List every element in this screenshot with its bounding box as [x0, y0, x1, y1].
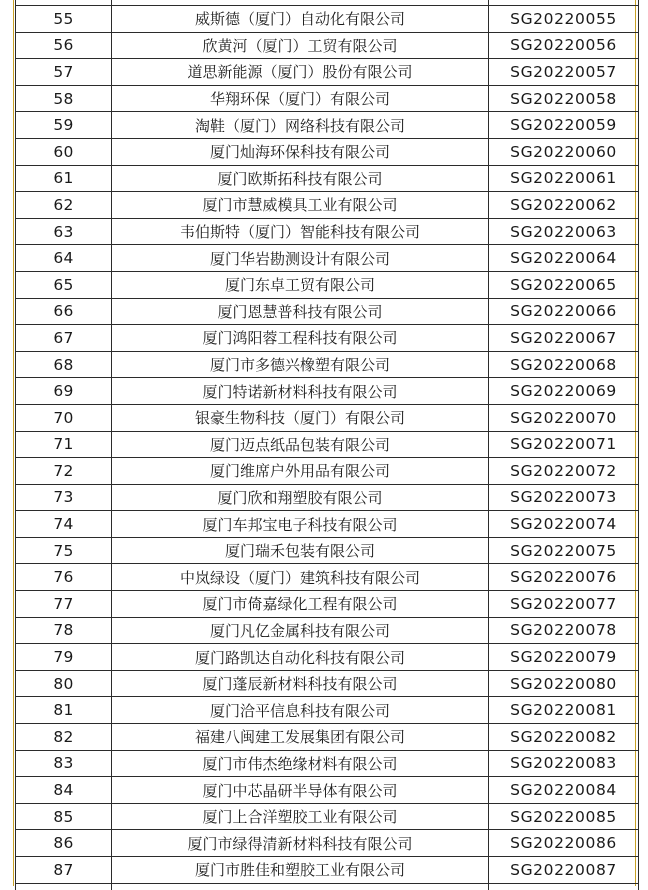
certificate-code-cell: SG20220056	[489, 32, 639, 59]
table-row	[16, 298, 639, 325]
certificate-code-cell: SG20220061	[489, 165, 639, 192]
certificate-code-cell: SG20220080	[489, 670, 639, 697]
company-name-cell: 银豪生物科技（厦门）有限公司	[112, 404, 489, 431]
row-number-cell: 83	[16, 750, 112, 777]
certificate-code-cell: SG20220069	[489, 378, 639, 405]
certificate-code-cell: SG20220065	[489, 271, 639, 298]
table-row	[16, 112, 639, 139]
table-row	[16, 750, 639, 777]
table-row	[16, 591, 639, 618]
row-number-cell: 76	[16, 564, 112, 591]
company-name-cell: 中岚绿设（厦门）建筑科技有限公司	[112, 564, 489, 591]
certificate-code-cell: SG20220058	[489, 85, 639, 112]
company-name-cell: 道思新能源（厦门）股份有限公司	[112, 59, 489, 86]
company-list-body	[16, 0, 639, 890]
certificate-code-cell: SG20220082	[489, 724, 639, 751]
certificate-code-cell: SG20220066	[489, 298, 639, 325]
row-number-cell: 87	[16, 857, 112, 884]
row-number-cell: 78	[16, 617, 112, 644]
table-row	[16, 431, 639, 458]
row-number-cell: 63	[16, 218, 112, 245]
row-number-cell: 75	[16, 537, 112, 564]
company-name-cell: 厦门欧斯拓科技有限公司	[112, 165, 489, 192]
company-name-cell: 厦门市倚嘉绿化工程有限公司	[112, 591, 489, 618]
row-number-cell: 84	[16, 777, 112, 804]
certificate-code-cell: SG20220083	[489, 750, 639, 777]
certificate-code-cell: SG20220070	[489, 404, 639, 431]
row-number-cell: 66	[16, 298, 112, 325]
row-number-cell: 69	[16, 378, 112, 405]
table-row	[16, 484, 639, 511]
table-row	[16, 192, 639, 219]
row-number-cell: 86	[16, 830, 112, 857]
company-name-cell: 厦门鸿阳蓉工程科技有限公司	[112, 325, 489, 352]
table-row	[16, 59, 639, 86]
row-number-cell: 56	[16, 32, 112, 59]
company-name-cell: 厦门上合洋塑胶工业有限公司	[112, 803, 489, 830]
certificate-code-cell: SG20220075	[489, 537, 639, 564]
company-name-cell: 厦门华岩勘测设计有限公司	[112, 245, 489, 272]
table-row	[16, 32, 639, 59]
company-name-cell: 厦门维席户外用品有限公司	[112, 458, 489, 485]
certificate-code-cell: SG20220062	[489, 192, 639, 219]
table-row	[16, 6, 639, 33]
company-list-table	[15, 0, 639, 890]
row-number-cell: 67	[16, 325, 112, 352]
company-name-cell: 厦门东卓工贸有限公司	[112, 271, 489, 298]
company-name-cell: 韦伯斯特（厦门）智能科技有限公司	[112, 218, 489, 245]
table-row	[16, 644, 639, 671]
certificate-code-cell: SG20220086	[489, 830, 639, 857]
row-number-cell: 73	[16, 484, 112, 511]
certificate-code-cell: SG20220074	[489, 511, 639, 538]
company-name-cell: 厦门瑞禾包装有限公司	[112, 537, 489, 564]
table-row	[16, 218, 639, 245]
table-row	[16, 404, 639, 431]
certificate-code-cell: SG20220057	[489, 59, 639, 86]
certificate-code-cell: SG20220077	[489, 591, 639, 618]
company-name-cell: 厦门市绿得清新材料科技有限公司	[112, 830, 489, 857]
row-number-cell: 55	[16, 6, 112, 33]
table-row	[16, 138, 639, 165]
table-row	[16, 537, 639, 564]
row-number-cell: 72	[16, 458, 112, 485]
company-name-cell: 淘鞋（厦门）网络科技有限公司	[112, 112, 489, 139]
company-name-cell: 厦门市慧威模具工业有限公司	[112, 192, 489, 219]
row-number-cell: 77	[16, 591, 112, 618]
certificate-code-cell: SG20220079	[489, 644, 639, 671]
table-row	[16, 511, 639, 538]
certificate-code-cell: SG20220063	[489, 218, 639, 245]
company-name-cell: 欣黄河（厦门）工贸有限公司	[112, 32, 489, 59]
row-number-cell: 80	[16, 670, 112, 697]
table-row	[16, 165, 639, 192]
row-number-cell: 62	[16, 192, 112, 219]
certificate-code-cell: SG20220081	[489, 697, 639, 724]
certificate-code-cell: SG20220084	[489, 777, 639, 804]
table-row	[16, 830, 639, 857]
certificate-code-cell: SG20220076	[489, 564, 639, 591]
row-number-cell: 70	[16, 404, 112, 431]
certificate-code-cell: SG20220060	[489, 138, 639, 165]
table-row	[16, 325, 639, 352]
certificate-code-cell: SG20220064	[489, 245, 639, 272]
certificate-code-cell: SG20220087	[489, 857, 639, 884]
company-name-cell: 厦门市胜佳和塑胶工业有限公司	[112, 857, 489, 884]
row-number-cell: 71	[16, 431, 112, 458]
company-name-cell: 厦门欣和翔塑胶有限公司	[112, 484, 489, 511]
table-row	[16, 857, 639, 884]
certificate-code-cell: SG20220078	[489, 617, 639, 644]
table-row-partial-bottom	[16, 883, 639, 890]
company-name-cell: 厦门特诺新材料科技有限公司	[112, 378, 489, 405]
table-row	[16, 351, 639, 378]
company-name-cell: 厦门车邦宝电子科技有限公司	[112, 511, 489, 538]
row-number-cell: 61	[16, 165, 112, 192]
certificate-code-cell: SG20220072	[489, 458, 639, 485]
company-name-cell: 厦门市多德兴橡塑有限公司	[112, 351, 489, 378]
table-row	[16, 85, 639, 112]
company-name-cell: 福建八闽建工发展集团有限公司	[112, 724, 489, 751]
row-number-cell: 81	[16, 697, 112, 724]
certificate-code-cell: SG20220073	[489, 484, 639, 511]
row-number-cell: 65	[16, 271, 112, 298]
table-row	[16, 803, 639, 830]
certificate-code-cell: SG20220068	[489, 351, 639, 378]
company-name-cell: 华翔环保（厦门）有限公司	[112, 85, 489, 112]
table-row	[16, 458, 639, 485]
table-row	[16, 670, 639, 697]
row-number-cell: 57	[16, 59, 112, 86]
certificate-code-cell: SG20220059	[489, 112, 639, 139]
table-row	[16, 724, 639, 751]
row-number-cell: 68	[16, 351, 112, 378]
certificate-code-cell: SG20220055	[489, 6, 639, 33]
company-name-cell: 厦门灿海环保科技有限公司	[112, 138, 489, 165]
row-number-cell: 74	[16, 511, 112, 538]
table-row	[16, 564, 639, 591]
table-row	[16, 617, 639, 644]
company-name-cell: 厦门洽平信息科技有限公司	[112, 697, 489, 724]
row-number-cell: 59	[16, 112, 112, 139]
table-row	[16, 271, 639, 298]
table-row	[16, 245, 639, 272]
company-name-cell: 厦门蓬辰新材料科技有限公司	[112, 670, 489, 697]
table-row	[16, 378, 639, 405]
company-name-cell: 厦门凡亿金属科技有限公司	[112, 617, 489, 644]
table-row	[16, 777, 639, 804]
row-number-cell: 85	[16, 803, 112, 830]
row-number-cell: 82	[16, 724, 112, 751]
row-number-cell: 79	[16, 644, 112, 671]
certificate-code-cell: SG20220067	[489, 325, 639, 352]
certificate-code-cell: SG20220085	[489, 803, 639, 830]
company-name-cell: 厦门迈点纸品包装有限公司	[112, 431, 489, 458]
row-number-cell: 58	[16, 85, 112, 112]
company-name-cell: 厦门市伟杰绝缘材料有限公司	[112, 750, 489, 777]
company-name-cell: 厦门恩慧普科技有限公司	[112, 298, 489, 325]
company-name-cell: 威斯德（厦门）自动化有限公司	[112, 6, 489, 33]
certificate-code-cell: SG20220071	[489, 431, 639, 458]
company-name-cell: 厦门路凯达自动化科技有限公司	[112, 644, 489, 671]
row-number-cell: 64	[16, 245, 112, 272]
table-row	[16, 697, 639, 724]
row-number-cell: 60	[16, 138, 112, 165]
company-name-cell: 厦门中芯晶研半导体有限公司	[112, 777, 489, 804]
